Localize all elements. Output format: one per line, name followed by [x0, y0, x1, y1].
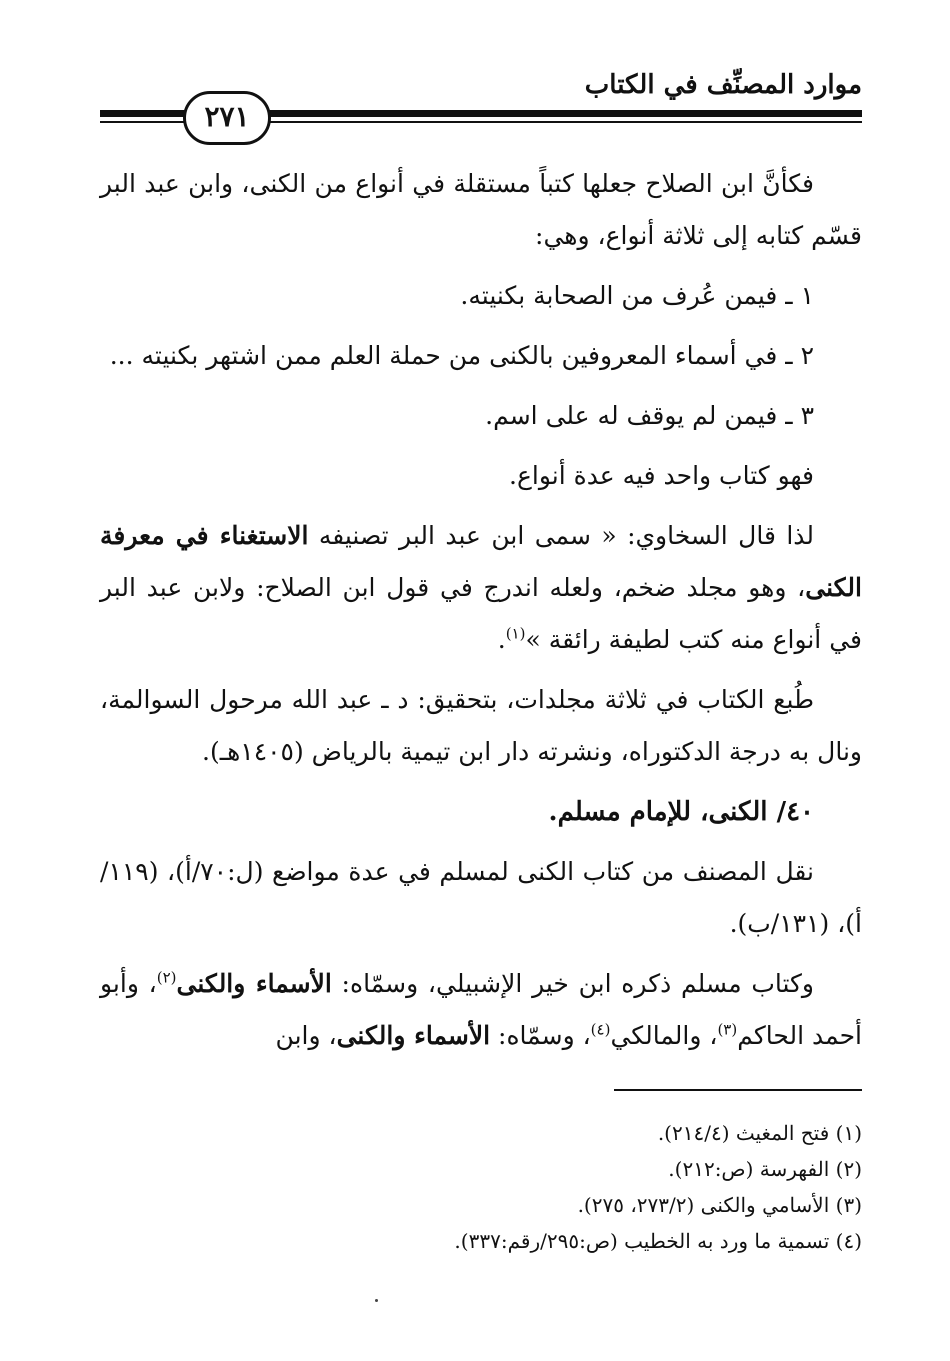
- footnote-ref: (١): [505, 624, 526, 643]
- body-text: [100, 158, 862, 1070]
- page-number: ٢٧١: [183, 91, 271, 145]
- footnote-ref: (٤): [590, 1020, 611, 1039]
- book-title: الأسماء والكنى: [336, 1021, 491, 1050]
- text-run: ، وسمّاه:: [490, 1021, 591, 1050]
- text-run: ، وهو مجلد ضخم، ولعله اندرج في قول ابن الصلاح: ولابن عبد البر في أنواع منه كتب لطيفة رائقة »: [100, 573, 862, 654]
- text-run: ، وابن: [275, 1021, 337, 1050]
- list-item: ٣ ـ فيمن لم يوقف له على اسم.: [485, 401, 814, 430]
- footnotes: [100, 1115, 862, 1259]
- section-heading: ٤٠/ الكنى، للإمام مسلم.: [548, 797, 814, 827]
- list-item: ٢ ـ في أسماء المعروفين بالكنى من حملة العلم ممن اشتهر بكنيته ...: [109, 341, 814, 370]
- footnote-ref: (٢): [156, 968, 177, 987]
- text-run: لذا قال السخاوي: « سمى ابن عبد البر تصنيفه: [308, 521, 815, 550]
- paragraph: طُبع الكتاب في ثلاثة مجلدات، بتحقيق: د ـ عبد الله مرحول السوالمة، ونال به درجة الدكتوراه، ونشرته دار ابن تيمية بالرياض (١٤٠٥هـ).: [100, 685, 862, 766]
- footnote: (١) فتح المغيث (٢١٤/٤).: [657, 1121, 862, 1145]
- paragraph: [100, 958, 862, 1062]
- paragraph: فهو كتاب واحد فيه عدة أنواع.: [509, 461, 814, 490]
- book-title: الاستغناء في معرفة الكنى: [100, 521, 862, 602]
- paragraph: نقل المصنف من كتاب الكنى لمسلم في عدة مواضع (ل:٧٠/أ)، (١١٩/أ)، (١٣١/ب).: [100, 857, 862, 938]
- footnote-separator: [614, 1089, 862, 1091]
- list-item: ١ ـ فيمن عُرف من الصحابة بكنيته.: [460, 281, 814, 310]
- footnote: (٢) الفهرسة (ص:٢١٢).: [668, 1157, 862, 1181]
- scan-speck: [375, 1299, 378, 1302]
- footnote: (٤) تسمية ما ورد به الخطيب (ص:٢٩٥/رقم:٣٣٧).: [454, 1229, 862, 1253]
- footnote-ref: (٣): [717, 1020, 738, 1039]
- text-run: وكتاب مسلم ذكره ابن خير الإشبيلي، وسمّاه:: [331, 969, 814, 998]
- paragraph: [100, 510, 862, 666]
- book-title: الأسماء والكنى: [176, 969, 332, 998]
- text-run: ، وأبو أحمد الحاكم: [100, 969, 862, 1050]
- running-title: موارد المصنِّف في الكتاب: [584, 70, 862, 100]
- footnote: (٣) الأسامي والكنى (٢٧٣/٢، ٢٧٥).: [577, 1193, 862, 1217]
- text-run: ، والمالكي: [610, 1021, 718, 1050]
- paragraph: فكأنَّ ابن الصلاح جعلها كتباً مستقلة في أنواع من الكنى، وابن عبد البر قسّم كتابه إلى ثلاثة أنواع، وهي:: [100, 169, 862, 250]
- text-run: .: [497, 625, 506, 654]
